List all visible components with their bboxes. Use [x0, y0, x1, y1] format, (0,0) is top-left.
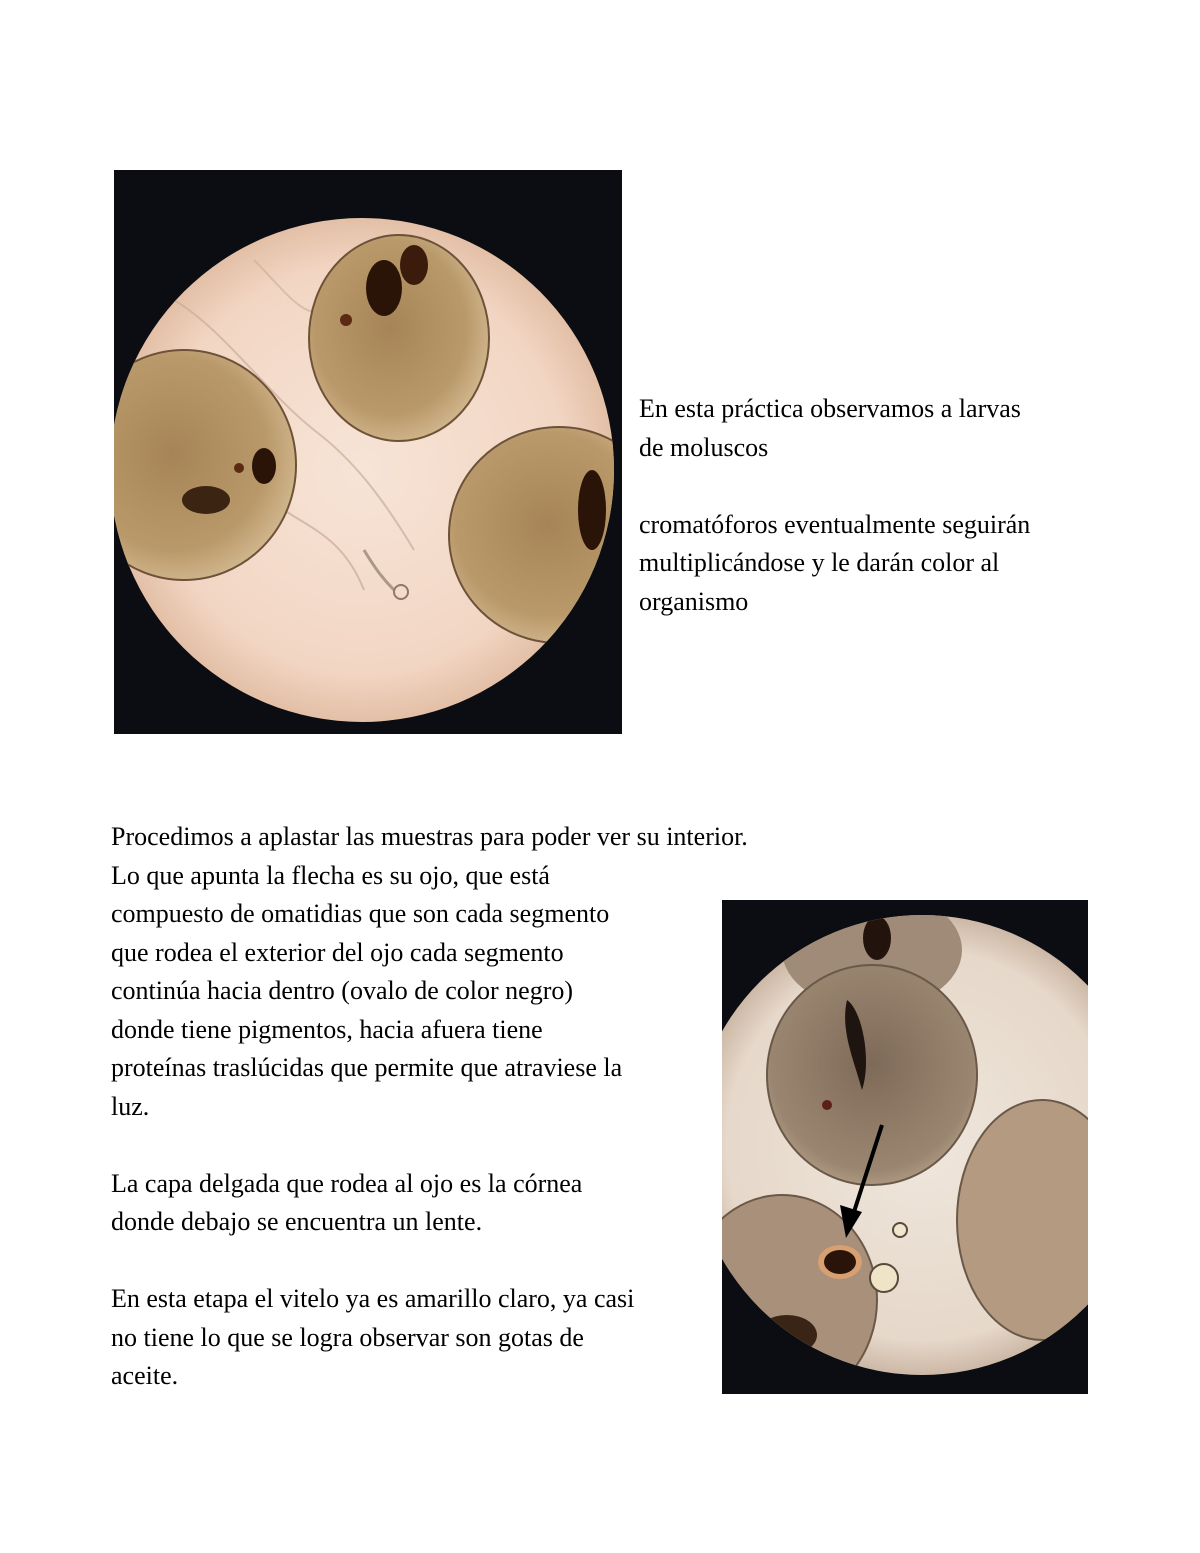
intro-line: organismo: [639, 586, 749, 616]
text-line: no tiene lo que se logra observar son gotas de: [111, 1322, 584, 1352]
paragraph-gap: [111, 1242, 748, 1281]
body-text: [111, 818, 748, 1396]
text-line: donde debajo se encuentra un lente.: [111, 1207, 483, 1236]
paragraph-1: [111, 818, 748, 1126]
paragraph-2: [111, 1165, 748, 1242]
paragraph-3: [111, 1280, 748, 1396]
text-line: donde tiene pigmentos, hacia afuera tiene: [111, 1014, 543, 1044]
paragraph-gap: [111, 1126, 748, 1165]
microscope-photo-larvae: [114, 170, 622, 734]
text-line: continúa hacia dentro (ovalo de color negro): [111, 976, 574, 1005]
intro-line: de moluscos: [639, 432, 769, 462]
intro-line: multiplicándose y le darán color al: [639, 548, 1000, 577]
text-line: Procedimos a aplastar las muestras para poder ver su interior.: [111, 822, 748, 851]
text-line: que rodea el exterior del ojo cada segmento: [111, 937, 564, 967]
text-line: luz.: [111, 1091, 150, 1121]
text-line: Lo que apunta la flecha es su ojo, que está: [111, 860, 550, 890]
text-line: compuesto de omatidias que son cada segmento: [111, 899, 610, 928]
intro-line-blank: [639, 467, 1030, 506]
text-line: En esta etapa el vitelo ya es amarillo claro, ya casi: [111, 1284, 635, 1313]
intro-text: [639, 390, 1030, 621]
text-line: proteínas traslúcidas que permite que atraviese la: [111, 1053, 623, 1082]
intro-line: En esta práctica observamos a larvas: [639, 394, 1021, 423]
text-line: aceite.: [111, 1361, 179, 1390]
text-line: La capa delgada que rodea al ojo es la córnea: [111, 1168, 583, 1198]
intro-line: cromatóforos eventualmente seguirán: [639, 509, 1031, 539]
microscope-photo-crushed-larva: [722, 900, 1088, 1394]
